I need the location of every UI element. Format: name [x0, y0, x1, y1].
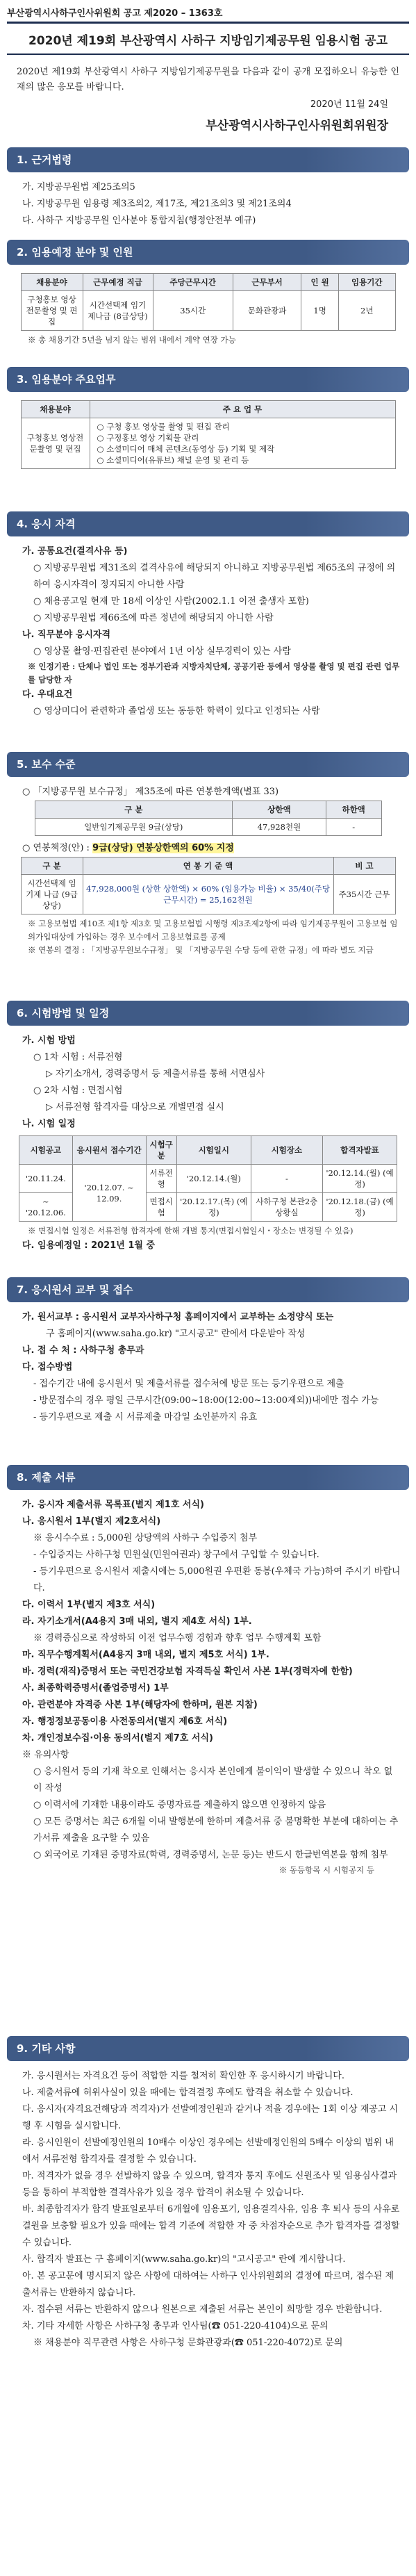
- list-item: ○ 이력서에 기재한 내용이라도 증명자료를 제출하지 않으면 인정하지 않음: [33, 1800, 326, 1810]
- table-header: 상한액: [233, 801, 326, 819]
- section-exam: [0, 1001, 416, 1254]
- table-header: 합격자발표: [323, 1136, 397, 1165]
- salary-highlight: 9급(상당) 연봉상한액의 60% 지정: [92, 843, 234, 853]
- table-cell: 47,928천원: [233, 819, 326, 836]
- list-item: ○ 모든 증명서는 최근 6개월 이내 발행분에 한하며 제출서류 중 불명확한 부분에 대하여는 추가서류 제출을 요구할 수 있음: [33, 1816, 399, 1844]
- section-title: 3. 임용분야 주요업무: [17, 373, 116, 386]
- list-item: - 방문접수의 경우 평일 근무시간(09:00~18:00(12:00~13:00제외))내에만 접수 가능: [33, 1395, 379, 1406]
- table-header: 구 분: [35, 801, 233, 819]
- salary-note: ※ 연봉의 결정 : 「지방공무원보수규정」 및 「지방공무원 수당 등에 관한 규정」에 따라 별도 지급: [28, 945, 374, 955]
- list-item: - 등기우편으로 응시원서 제출시에는 5,000원권 우편환 동봉(우체국 가능)하여 주시기 바랍니다.: [33, 1566, 401, 1593]
- section-title: 5. 보수 수준: [17, 758, 76, 771]
- table-header: 비 고: [333, 858, 395, 875]
- schedule-table: [19, 1135, 397, 1222]
- table-cell: 주35시간 근무: [333, 875, 395, 914]
- hollow-circle-icon: ○: [33, 706, 44, 716]
- hollow-circle-icon: ○: [97, 422, 107, 432]
- table-cell: 시간선택제 임기제 나급 (9급상당): [21, 875, 83, 914]
- list-item: 가. 지방공무원법 제25조의5: [22, 182, 135, 192]
- table-header: 시험일시: [176, 1136, 251, 1165]
- salary-lead: ○ 「지방공무원 보수규정」 제35조에 따른 연봉한계액(별표 33): [22, 787, 279, 797]
- list-item: 차. 기타 자세한 사항은 사하구청 총무과 인사팀(☎ 051-220-4104)으로 문의: [22, 2321, 328, 2331]
- list-item: ▷ 서류전형 합격자를 대상으로 개별면접 실시: [46, 1102, 224, 1113]
- table-cell: 2년: [339, 291, 396, 331]
- positions-table: [21, 273, 396, 331]
- list-item: 가. 원서교부 : 응시원서 교부자사하구청 홈페이지에서 교부하는 소정양식 또는: [22, 1312, 334, 1322]
- eligibility-note: ※ 인정기관 : 단체나 법인 또는 정부기관과 지방자치단체, 공공기관 등에서 영상물 촬영 및 편집 관련 업무를 담당한 자: [28, 662, 400, 684]
- section-salary: [0, 752, 416, 957]
- table-cell: 1명: [301, 291, 339, 331]
- duties-table: [21, 400, 396, 469]
- list-item: ※ 경력증심으로 작성하되 이전 업무수행 경험과 향후 업무 수행계획 포함: [33, 1633, 322, 1643]
- list-item: 사. 합격자 발표는 구 홈페이지(www.saha.go.kr)의 "고시공고" 란에 게시합니다.: [22, 2254, 346, 2265]
- list-item: 자. 접수된 서류는 반환하지 않으나 원본으로 제출된 서류는 본인이 희망할 경우 반환합니다.: [22, 2304, 383, 2315]
- table-header: 구 분: [21, 858, 83, 875]
- list-item: 다. 이력서 1부(별지 제3호 서식): [22, 1600, 156, 1610]
- section-bar-decoration-icon: [305, 752, 409, 777]
- list-item: 나. 응시원서 1부(별지 제2호서식): [22, 1516, 161, 1527]
- table-header: 시험공고: [19, 1136, 73, 1165]
- list-note: ※ 동등항목 시 시험공지 등: [278, 1865, 374, 1875]
- table-cell: 시간선택제 임기제나급 (8급상당): [83, 291, 153, 331]
- section-positions: [0, 240, 416, 347]
- section-title: 7. 응시원서 교부 및 접수: [17, 1283, 133, 1296]
- table-header: 시험장소: [251, 1136, 322, 1165]
- subsection-title: 가. 시험 방법: [22, 1035, 76, 1046]
- page-title: 2020년 제19회 부산광역시 사하구 지방임기제공무원 임용시험 공고: [7, 22, 409, 55]
- table-cell: 구청홍보 영상전문촬영 및 편집: [21, 418, 90, 469]
- table-header: 인 원: [301, 274, 339, 291]
- list-item: ※ 유의사항: [22, 1750, 69, 1760]
- issuer-name: 부산광역시사하구인사위원회위원장: [206, 119, 388, 133]
- salary-setting: ○ 연봉책정(안) : 9급(상당) 연봉상한액의 60% 지정: [22, 843, 234, 853]
- section-title: 4. 응시 자격: [17, 518, 76, 530]
- hollow-circle-icon: ○: [22, 843, 33, 853]
- appointment-date: 다. 임용예정일 : 2021년 1월 중: [22, 1240, 156, 1251]
- table-cell: -: [326, 819, 381, 836]
- list-item: ○ 응시원서 등의 기재 착오로 인해서는 응시자 본인에게 불이익이 발생할 수 있으니 착오 없이 작성: [33, 1766, 393, 1794]
- table-cell: 서류전형: [146, 1165, 176, 1193]
- subsection-title: 가. 공통요건(결격사유 등): [22, 546, 128, 557]
- list-item: 자. 행정정보공동이용 사전동의서(별지 제6호 서식): [22, 1716, 228, 1727]
- list-item: 라. 응시인원이 선발예정인원의 10배수 이상인 경우에는 선발예정인원의 5배수 이상의 범위 내에서 서류전형 합격자를 결정할 수 있습니다.: [22, 2138, 394, 2165]
- section-eligibility: [0, 511, 416, 720]
- list-item: 바. 경력(재직)증명서 또는 국민건강보험 자격득실 확인서 사본 1부(경력자에 한함): [22, 1666, 353, 1677]
- list-item: 아. 관련분야 자격증 사본 1부(해당자에 한하며, 원본 지참): [22, 1700, 258, 1710]
- table-cell: 문화관광과: [233, 291, 301, 331]
- section-header: [7, 511, 409, 536]
- subsection-title: 다. 접수방법: [22, 1362, 73, 1372]
- table-header: 시험구분: [146, 1136, 176, 1165]
- list-item: ○ 지방공무원법 제31조의 결격사유에 해당되지 아니하고 지방공무원법 제65조의 규정에 의하여 응시자격이 정지되지 아니한 사람: [33, 563, 396, 590]
- section-title: 2. 임용예정 분야 및 인원: [17, 246, 133, 259]
- hollow-circle-icon: ○: [22, 787, 33, 797]
- table-header: 응시원서 접수기간: [72, 1136, 146, 1165]
- table-cell: 면접시험: [146, 1193, 176, 1222]
- duty-item: ○ 구청 홍보 영상물 촬영 및 편집 관리: [97, 422, 230, 432]
- hollow-circle-icon: ○: [33, 1800, 44, 1810]
- table-cell: 구청홍보 영상전문촬영 및 편집: [21, 291, 83, 331]
- table-header: 근무예정 직급: [83, 274, 153, 291]
- hollow-circle-icon: ○: [33, 1816, 44, 1827]
- table-header: 하한액: [326, 801, 381, 819]
- hollow-circle-icon: ○: [33, 563, 44, 573]
- list-item: ○ 영상물 촬영·편집관련 분야에서 1년 이상 실무경력이 있는 사람: [33, 646, 291, 657]
- table-cell: '20.11.24.: [19, 1165, 73, 1193]
- list-item: 다. 사하구 지방공무원 인사분야 통합지침(행정안전부 예규): [22, 215, 256, 226]
- list-item: ○ 외국어로 기재된 증명자료(학력, 경력증명서, 논문 등)는 반드시 한글번역본을 함께 첨부: [33, 1850, 388, 1860]
- table-header: 연 봉 기 준 액: [83, 858, 333, 875]
- hollow-circle-icon: ○: [33, 613, 44, 623]
- right-arrow-icon: ▷: [46, 1069, 56, 1079]
- table-cell: -: [251, 1165, 322, 1193]
- section-bar-decoration-icon: [305, 147, 409, 172]
- hollow-circle-icon: ○: [97, 444, 107, 454]
- list-item: ▷ 자기소개서, 경력증명서 등 제출서류를 통해 서면심사: [46, 1069, 265, 1079]
- list-item: 바. 최종합격자가 합격 발표일로부터 6개월에 임용포기, 임용결격사유, 임용 후 퇴사 등의 사유로 결원을 보충할 필요가 있을 때에는 합격 기준에 적합한 자 중 차점자순으로 추가 합격자를 결정할 수 있습니다.: [22, 2204, 400, 2248]
- section-bar-decoration-icon: [305, 1277, 409, 1302]
- list-item: 차. 개인정보수집·이용 동의서(별지 제7호 서식): [22, 1733, 213, 1744]
- list-item: 나. 제출서류에 허위사실이 있을 때에는 합격결정 후에도 합격을 취소할 수 있습니다.: [22, 2087, 353, 2098]
- table-cell: '20.12.14.(월): [176, 1165, 251, 1193]
- section-header: [7, 1465, 409, 1490]
- table-cell: ~ '20.12.06.: [19, 1193, 73, 1222]
- hollow-circle-icon: ○: [33, 1085, 44, 1096]
- table-cell: 47,928,000원 (상한 상한액) × 60% (임용가능 비율) × 35/40(주당근무시간) = 25,162천원: [83, 875, 333, 914]
- section-title: 6. 시험방법 및 일정: [17, 1007, 110, 1019]
- table-cell: 일반임기제공무원 9급(상당): [35, 819, 233, 836]
- duty-item: ○ 구정홍보 영상 기획물 관리: [97, 433, 199, 443]
- subsection-title: 나. 직무분야 응시자격: [22, 630, 111, 640]
- section-bar-decoration-icon: [305, 1001, 409, 1026]
- section-header: [7, 240, 409, 265]
- list-item: 다. 응시자(자격요건해당과 적격자)가 선발예정인원과 같거나 적을 경우에는 1회 이상 재공고 시행 후 시험을 실시합니다.: [22, 2104, 399, 2131]
- list-item: 가. 응시원서는 자격요건 등이 적합한 지를 철저히 확인한 후 응시하시기 바랍니다.: [22, 2071, 345, 2081]
- announcement-date: 2020년 11월 24일: [310, 99, 388, 110]
- intro-text: 2020년 제19회 부산광역시 사하구 지방임기제공무원을 다음과 같이 공개 모집하오니 유능한 인재의 많은 응모를 바랍니다.: [17, 67, 399, 92]
- section-bar-decoration-icon: [305, 240, 409, 265]
- list-item: 마. 직무수행계획서(A4용지 3매 내외, 별지 제5호 서식) 1부.: [22, 1650, 269, 1660]
- hollow-circle-icon: ○: [33, 1850, 44, 1860]
- hollow-circle-icon: ○: [97, 433, 107, 443]
- table-cell: 35시간: [153, 291, 233, 331]
- list-item: 사. 최종학력증명서(졸업증명서) 1부: [22, 1683, 169, 1693]
- table-header: 채용분야: [21, 274, 83, 291]
- salary-limit-table: [35, 801, 382, 836]
- section-bar-decoration-icon: [305, 367, 409, 392]
- list-item: ○ 지방공무원법 제66조에 따른 정년에 해당되지 아니한 사람: [33, 613, 274, 623]
- agency-line: 부산광역시사하구인사위원회 공고 제2020 – 1363호: [7, 8, 223, 19]
- list-item: - 수입증지는 사하구청 민원실(민원여권과) 창구에서 구입할 수 있습니다.: [33, 1550, 319, 1560]
- list-item: ○ 영상미디어 관련학과 졸업생 또는 동등한 학력이 있다고 인정되는 사람: [33, 706, 320, 716]
- table-header: 채용분야: [21, 401, 90, 418]
- section-bar-decoration-icon: [305, 1465, 409, 1490]
- duties-cell: [90, 418, 395, 469]
- section-documents: [0, 1465, 416, 1877]
- table-header: 임용기간: [339, 274, 396, 291]
- subsection-title: 나. 시험 일정: [22, 1119, 76, 1129]
- list-item: 구 홈페이지(www.saha.go.kr) "고시공고" 란에서 다운받아 작성: [46, 1329, 306, 1339]
- table-cell: '20.12.18.(금) (예정): [323, 1193, 397, 1222]
- list-item: 아. 본 공고문에 명시되지 않은 사항에 대하여는 사하구 인사위원회의 결정에 따르며, 접수된 제출서류는 반환하지 않습니다.: [22, 2271, 394, 2298]
- list-item: 마. 적격자가 없을 경우 선발하지 않을 수 있으며, 합격자 통지 후에도 신원조사 및 임용심사결과 등을 통하여 부적합한 결격사유가 있을 경우 합격이 취소될 수 있습니다.: [22, 2171, 397, 2198]
- section-etc: [0, 2036, 416, 2352]
- hollow-circle-icon: ○: [33, 1052, 44, 1063]
- list-item: ○ 1차 시험 : 서류전형: [33, 1052, 123, 1063]
- list-item: - 접수기간 내에 응시원서 및 제출서류를 접수처에 방문 또는 등기우편으로 제출: [33, 1379, 344, 1389]
- section-title: 1. 근거법령: [17, 154, 72, 166]
- table-cell: '20.12.07. ~ 12.09.: [72, 1165, 146, 1222]
- section-header: [7, 2036, 409, 2061]
- list-item: 나. 지방공무원 임용령 제3조의2, 제17조, 제21조의3 및 제21조의4: [22, 199, 292, 209]
- section-header: [7, 1277, 409, 1302]
- section-bar-decoration-icon: [305, 511, 409, 536]
- list-item: ※ 채용분야 직무관련 사항은 사하구청 문화관광과(☎ 051-220-4072)로 문의: [33, 2338, 343, 2348]
- contract-note: ※ 총 채용기간 5년을 넘지 않는 범위 내에서 계약 연장 가능: [28, 335, 236, 345]
- section-header: [7, 1001, 409, 1026]
- duty-item: ○ 소셜미디어 매체 콘텐츠(동영상 등) 기획 및 제작: [97, 444, 275, 454]
- table-cell: '20.12.14.(월) (예정): [323, 1165, 397, 1193]
- section-duties: [0, 367, 416, 469]
- table-header: 주 요 업 무: [90, 401, 395, 418]
- section-application: [0, 1277, 416, 1426]
- section-legal-basis: [0, 147, 416, 229]
- section-bar-decoration-icon: [305, 2036, 409, 2061]
- section-header: [7, 367, 409, 392]
- salary-note: ※ 고용보험법 제10조 제1항 제3호 및 고용보험법 시행령 제3조제2항에 따라 임기제공무원이 고용보험 임의가입대상에 가입하는 경우 보수에서 고용보험료를 공제: [28, 919, 398, 942]
- hollow-circle-icon: ○: [97, 455, 107, 465]
- hollow-circle-icon: ○: [33, 646, 44, 657]
- subsection-title: 다. 우대요건: [22, 689, 73, 700]
- list-item: ○ 채용공고일 현재 만 18세 이상인 사람(2002.1.1 이전 출생자 포함): [33, 596, 309, 607]
- list-item: ※ 응시수수료 : 5,000원 상당액의 사하구 수입증지 첨부: [33, 1533, 258, 1543]
- list-item: 나. 접 수 처 : 사하구청 총무과: [22, 1345, 144, 1356]
- hollow-circle-icon: ○: [33, 596, 44, 607]
- right-arrow-icon: ▷: [46, 1102, 56, 1113]
- table-header: 주당근무시간: [153, 274, 233, 291]
- table-cell: 사하구청 본관2층 상황실: [251, 1193, 322, 1222]
- section-title: 9. 기타 사항: [17, 2042, 76, 2055]
- list-item: 라. 자기소개서(A4용지 3매 내외, 별지 제4호 서식) 1부.: [22, 1616, 252, 1627]
- table-header: 근무부서: [233, 274, 301, 291]
- duty-item: ○ 소셜미디어(유튜브) 채널 운영 및 관리 등: [97, 455, 249, 465]
- section-header: [7, 752, 409, 777]
- salary-calc-table: [21, 857, 396, 914]
- schedule-note: ※ 면접시험 일정은 서류전형 합격자에 한해 개별 통지(면접시험일시・장소는 변경될 수 있음): [28, 1226, 353, 1236]
- list-item: ○ 2차 시험 : 면접시험: [33, 1085, 123, 1096]
- section-header: [7, 147, 409, 172]
- section-title: 8. 제출 서류: [17, 1471, 76, 1484]
- table-cell: '20.12.17.(목) (예정): [176, 1193, 251, 1222]
- hollow-circle-icon: ○: [33, 1766, 44, 1777]
- list-item: - 등기우편으로 제출 시 서류제출 마감일 소인분까지 유효: [33, 1412, 258, 1422]
- list-item: 가. 응시자 제출서류 목록표(별지 제1호 서식): [22, 1500, 204, 1510]
